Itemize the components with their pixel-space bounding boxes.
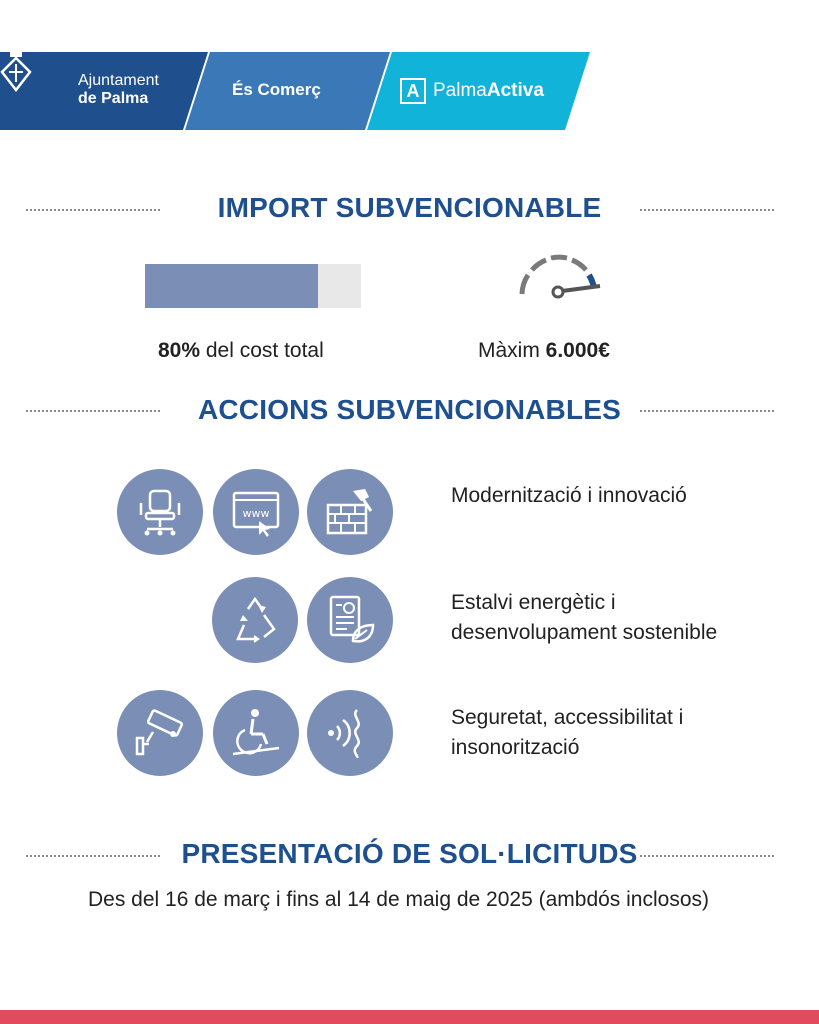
es-comerc-label: És Comerç <box>232 80 321 99</box>
max-prefix: Màxim <box>478 339 546 362</box>
divider-right <box>640 209 774 211</box>
soundproofing-icon <box>307 690 393 776</box>
ajuntament-line1: Ajuntament <box>78 72 159 89</box>
max-value: 6.000€ <box>545 339 610 362</box>
svg-text:www: www <box>242 507 270 520</box>
palma-activa-logo-icon: A <box>400 78 426 104</box>
eco-document-icon <box>307 577 393 663</box>
brick-wall-icon <box>307 469 393 555</box>
palma-crest-icon <box>0 52 32 92</box>
actions-heading: ACCIONS SUBVENCIONABLES <box>197 394 622 425</box>
percent-value: 80% <box>158 339 201 362</box>
applications-heading: PRESENTACIÓ DE SOL·LICITUDS <box>181 838 638 869</box>
ajuntament-line2: de Palma <box>78 90 149 107</box>
max-stat <box>478 339 610 363</box>
import-heading: IMPORT SUBVENCIONABLE <box>217 192 602 223</box>
wheelchair-ramp-icon <box>213 690 299 776</box>
percent-suffix: del cost total <box>200 339 324 362</box>
palma-activa-text-regular: Palma <box>433 80 487 101</box>
header-banner <box>0 52 600 130</box>
speedometer-icon <box>514 248 604 300</box>
cost-progress-bar <box>145 264 361 308</box>
divider-right <box>640 855 774 857</box>
action-label-modernization: Modernització i innovació <box>451 484 687 507</box>
palma-activa-text <box>433 80 544 102</box>
ajuntament-logo-text <box>78 72 159 108</box>
action-label-energy: Estalvi energètic i desenvolupament sostenible <box>451 591 718 644</box>
percent-stat <box>158 339 324 363</box>
office-chair-icon <box>117 469 203 555</box>
cost-progress-fill <box>145 264 318 308</box>
recycle-icon <box>212 577 298 663</box>
website-icon <box>213 469 299 555</box>
bottom-accent-bar <box>0 1010 819 1024</box>
security-camera-icon <box>117 690 203 776</box>
palma-activa-text-bold: Activa <box>486 80 544 101</box>
divider-right <box>640 410 774 412</box>
action-label-security: Seguretat, accessibilitat i insonorització <box>451 706 684 759</box>
application-dates: Des del 16 de març i fins al 14 de maig de 2025 (ambdós inclosos) <box>88 888 709 911</box>
